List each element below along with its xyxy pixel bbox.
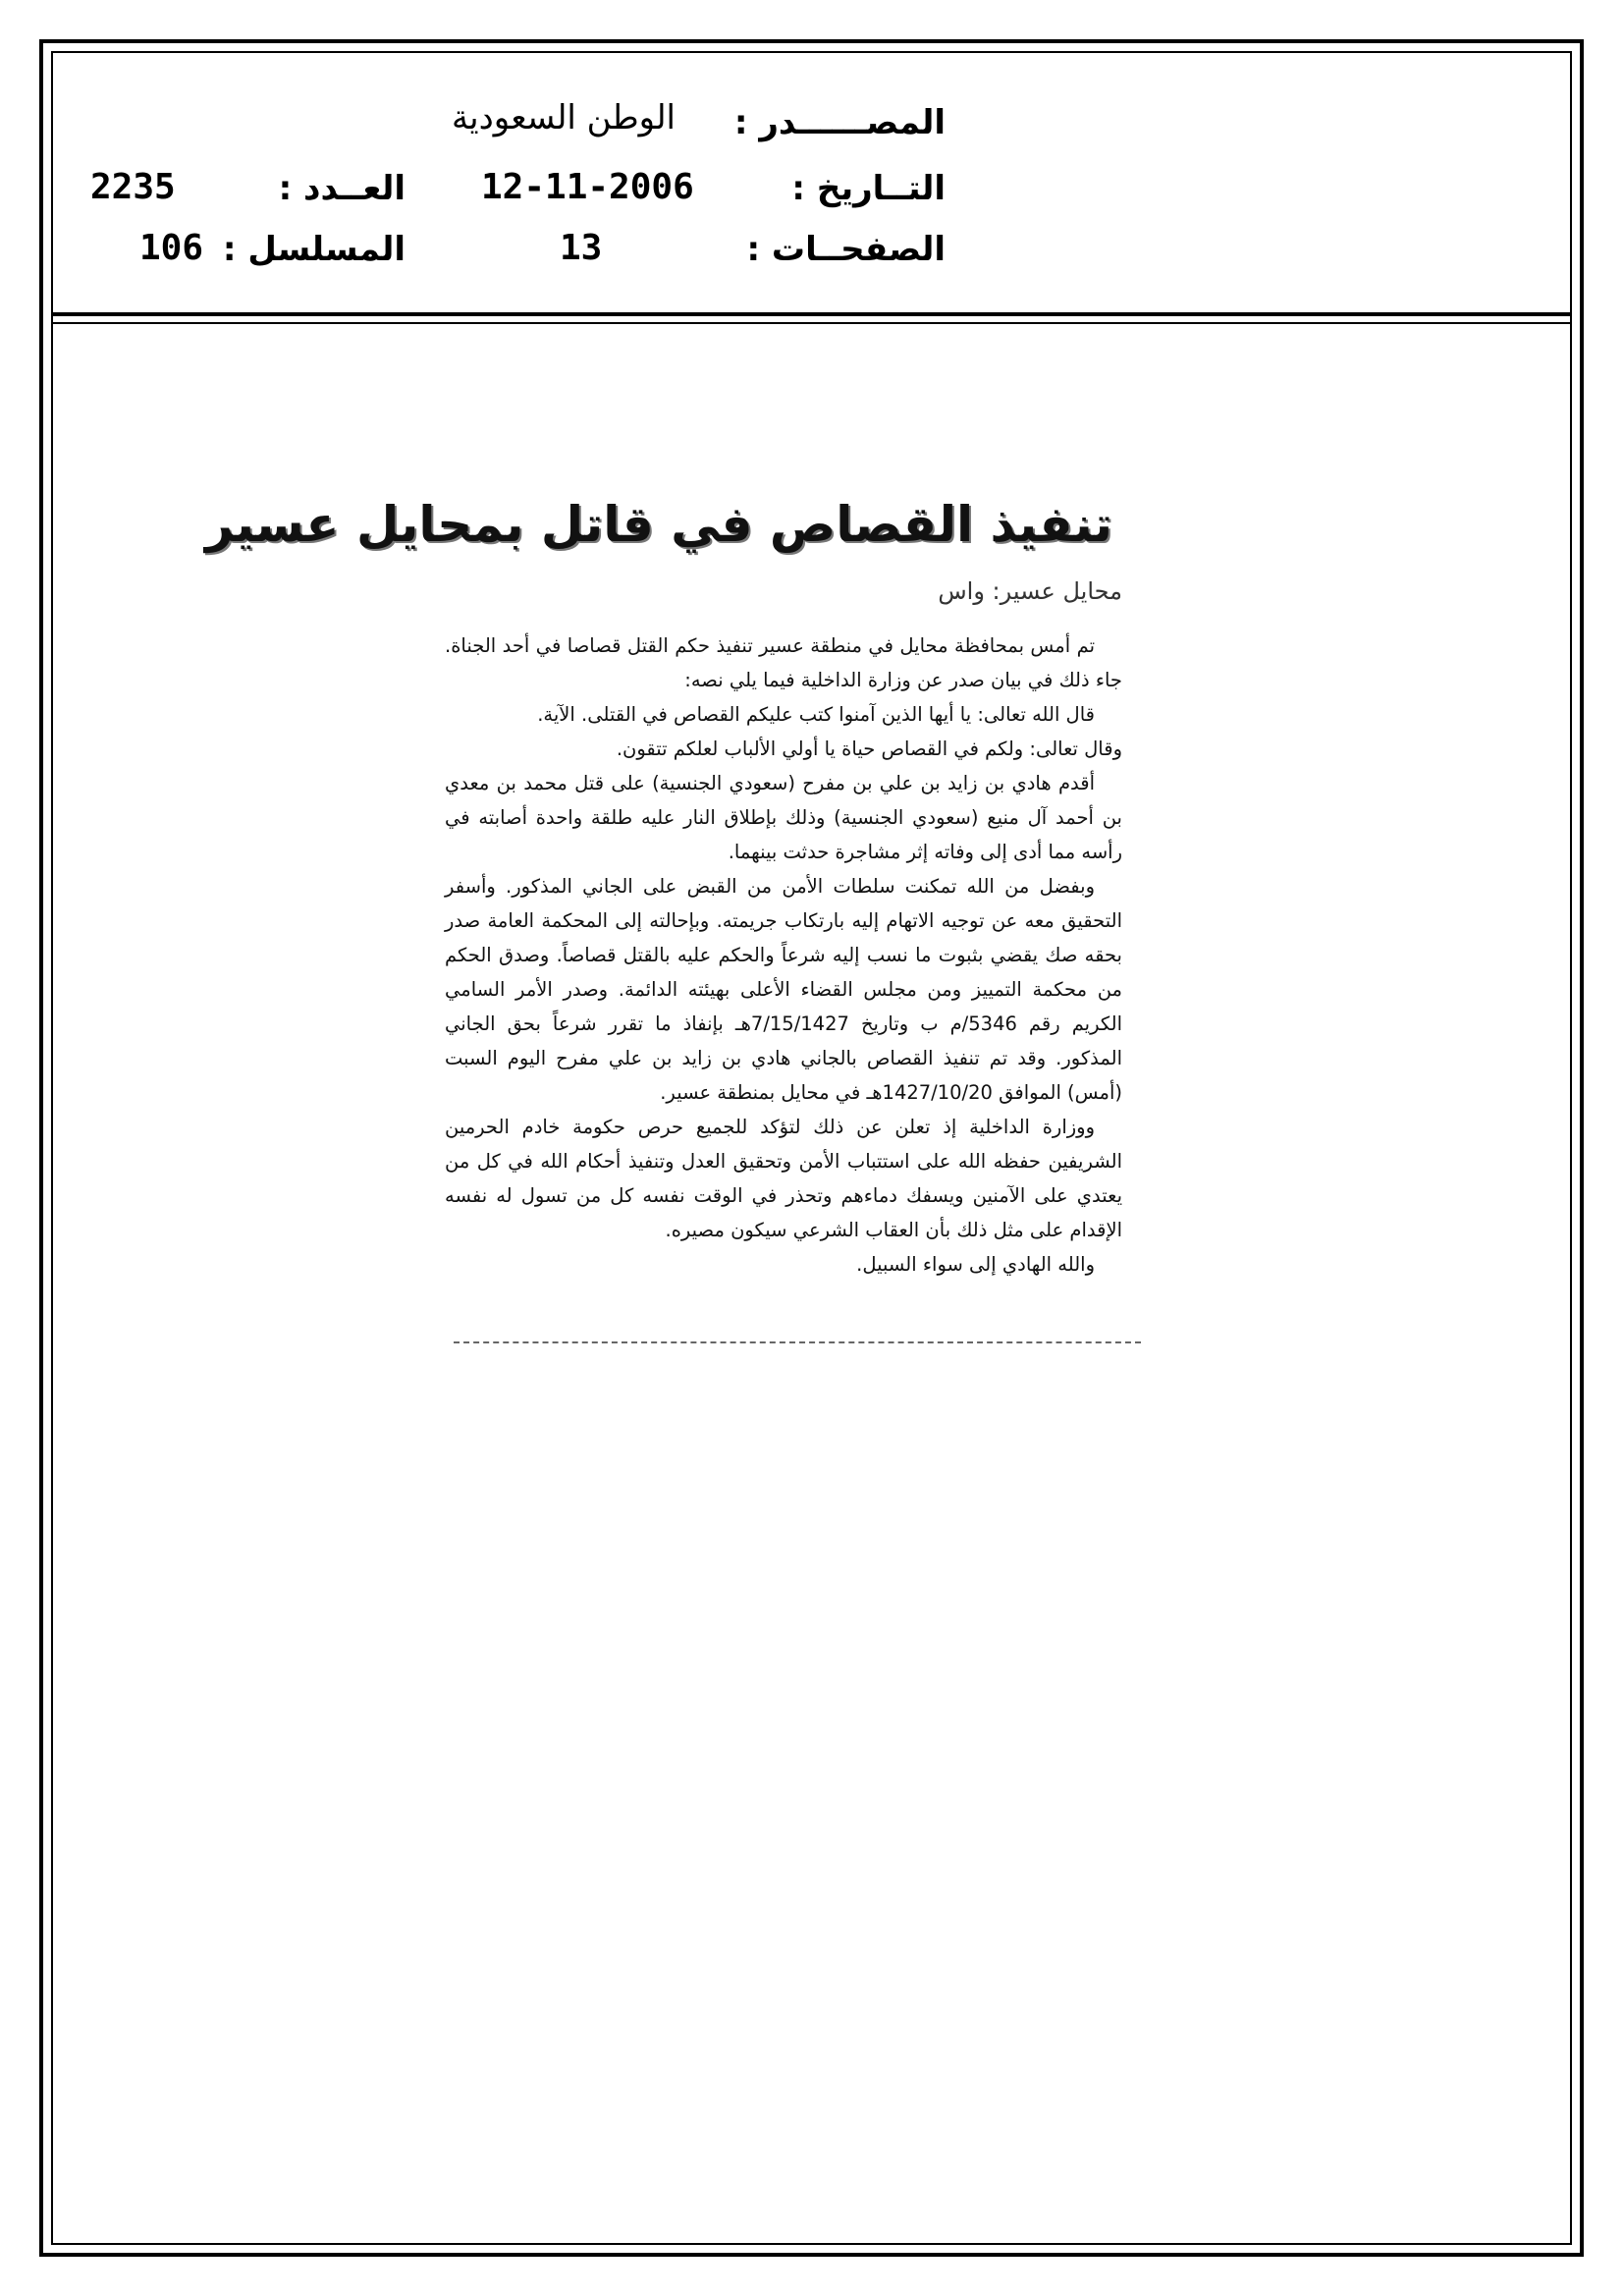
source-value: الوطن السعودية	[451, 98, 676, 137]
pages-label: الصفحــات :	[746, 230, 946, 269]
issue-label: العــدد :	[278, 169, 406, 208]
article-paragraph: وقال تعالى: ولكم في القصاص حياة يا أولي الألباب لعلكم تتقون.	[616, 738, 1122, 760]
article-paragraph: وبفضل من الله تمكنت سلطات الأمن من القبض على الجاني المذكور. وأسفر التحقيق معه عن توجيه الاتهام إليه بارتكاب جريمته. وبإحالته إلى المحكمة العامة صدر بحقه صك يقضي بثبوت ما نسب إليه شرعاً والحكم عليه بالقتل قصاصاً. وصدق الحكم من محكمة التمييز ومن مجلس القضاء الأعلى بهيئته الدائمة. وصدر الأمر السامي الكريم رقم 5346/م ب وتاريخ 7/15/1427هـ بإنفاذ ما تقرر شرعاً بحق الجاني المذكور. وقد تم تنفيذ القصاص بالجاني هادي بن زايد بن علي مفرح اليوم السبت (أمس) الموافق 1427/10/20هـ في محايل بمنطقة عسير.	[445, 875, 1122, 1104]
date-value: 12-11-2006	[481, 167, 694, 207]
source-label: المصــــــدر :	[733, 103, 946, 142]
issue-value: 2235	[90, 167, 176, 207]
pages-value: 13	[560, 228, 603, 268]
article-paragraph: ووزارة الداخلية إذ تعلن عن ذلك لتؤكد للجميع حرص حكومة خادم الحرمين الشريفين حفظه الله على استتباب الأمن وتحقيق العدل وتنفيذ أحكام الله في كل من يعتدي على الآمنين ويسفك دماءهم وتحذر في الوقت نفسه كل من تسول له نفسه الإقدام على مثل ذلك بأن العقاب الشرعي سيكون مصيره.	[445, 1116, 1122, 1241]
article-paragraph: تم أمس بمحافظة محايل في منطقة عسير تنفيذ حكم القتل قصاصا في أحد الجناة. جاء ذلك في بيان صدر عن وزارة الداخلية فيما يلي نصه:	[445, 634, 1122, 691]
header-divider	[51, 312, 1572, 316]
date-label: التــاريخ :	[791, 169, 946, 208]
article-body	[445, 629, 1122, 1282]
header-divider-thin	[51, 322, 1572, 324]
article-title: تنفيذ القصاص في قاتل بمحايل عسير	[205, 496, 1112, 553]
article-paragraph: والله الهادي إلى سواء السبيل.	[856, 1253, 1095, 1276]
serial-label: المسلسل :	[222, 230, 406, 269]
article-paragraph: أقدم هادي بن زايد بن علي بن مفرح (سعودي الجنسية) على قتل محمد بن معدي بن أحمد آل منيع (سعودي الجنسية) وذلك بإطلاق النار عليه طلقة واحدة أصابته في رأسه مما أدى إلى وفاته إثر مشاجرة حدثت بينهما.	[445, 772, 1122, 863]
serial-value: 106	[139, 228, 204, 268]
article-paragraph: قال الله تعالى: يا أيها الذين آمنوا كتب عليكم القصاص في القتلى. الآية.	[537, 703, 1095, 726]
article-dateline: محايل عسير: واس	[938, 577, 1122, 605]
article-end-rule	[454, 1341, 1141, 1343]
